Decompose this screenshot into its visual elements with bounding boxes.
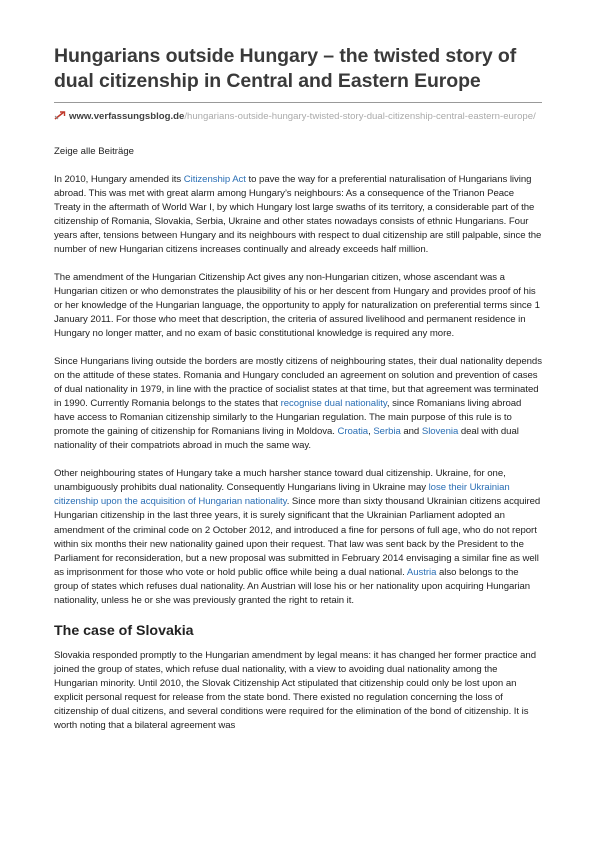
article-title: Hungarians outside Hungary – the twisted story of dual citizenship in Central and Eastern Europe xyxy=(54,45,517,92)
title-divider xyxy=(54,102,542,103)
inline-link[interactable]: recognise dual nationality xyxy=(280,398,387,410)
paragraph-text: , xyxy=(368,426,374,438)
show-all-posts-link[interactable]: Zeige alle Beiträge xyxy=(54,145,134,157)
paragraph-text: Since Hungarians living outside the borders are mostly citizens of neighbouring states, their dual nationality depends on the attitude of these states. Romania and Hungary concluded an agreement on solution and prevention of cases of dual nationality in 1979, in line with the practice of socialist states at that time, but that agreement was terminated in 1990. Currently Romania belongs to the states that xyxy=(54,356,542,410)
paragraph-text: , since Romanians living abroad have access to Romanian citizenship similarly to the Hungarian regulation. The main purpose of this rule is to promote the gaining of citizenship for Romanians living in Moldova. xyxy=(54,398,522,438)
inline-link[interactable]: Slovenia xyxy=(421,426,459,438)
paragraph-text: . Since more than sixty thousand Ukrainian citizens acquired Hungarian citizenship in the last three years, it is surely significant that the Ukrainian Parliament adopted an amendment of the criminal code on 2 October 2012, and introduced a fine for persons of full age, who do not report within six months their new nationality gained upon their request. That law was sent back by the President to the Parliament for reconsideration, but a new proposal was submitted in February 2014 envisaging a similar fine as well as imprisonment for those who vote or hold public office while being a dual national. xyxy=(54,496,541,578)
paragraph-text: Other neighbouring states of Hungary take a much harsher stance toward dual citizenship. Ukraine, for one, unambiguously prohibits dual nationality. Consequently Hungarians living in Ukraine may xyxy=(54,468,506,494)
article xyxy=(54,0,542,733)
paragraph-text: also belongs to the group of states which refuses dual nationality. An Austrian will lose his or her nationality upon acquiring Hungarian nationality, unless he or she was previously granted the right to retain it. xyxy=(54,566,531,606)
section-paragraph: Slovakia responded promptly to the Hungarian amendment by legal means: it has changed her former practice and joined the group of states, which refuse dual nationality, with a view to avoiding dual nationality among the Hungarian minority. Until 2010, the Slovak Citizenship Act stipulated that citizenship could only be lost upon an explicit personal request for release from the state bond. There existed no regulation concerning the loss of citizenship of dual citizens, and several conditions were required for the elimination of the bond of citizenship. It is worth noting that a bilateral agreement was xyxy=(54,649,536,732)
inline-link[interactable]: lose their Ukrainian citizenship upon the acquisition of Hungarian nationality xyxy=(54,482,510,508)
source-domain[interactable]: www.verfassungsblog.de xyxy=(69,111,185,122)
paragraph-text: deal with dual nationality of their compatriots abroad in much the same way. xyxy=(54,426,519,452)
paragraph-text: The amendment of the Hungarian Citizenship Act gives any non-Hungarian citizen, whose ascendant was a Hungarian citizen or who demonstrates the plausibility of his or her descent from Hungary and provides proof of his or her knowledge of the Hungarian language, the opportunity to apply for naturalization on preferential terms since 1 January 2011. For those who meet that description, the criteria of assured livelihood and permanent residence in Hungary no longer matter, and no exam of basic constitutional knowledge is required any more. xyxy=(54,271,540,339)
paragraph xyxy=(54,271,542,341)
paragraph xyxy=(54,173,542,257)
external-link-icon xyxy=(54,111,66,120)
inline-link[interactable]: Croatia xyxy=(337,426,369,438)
paragraph-text: to pave the way for a preferential naturalisation of Hungarians living abroad. This was met with great alarm among Hungary’s neighbours: As a consequence of the Trianon Peace Treaty in the aftermath of World War I, by which Hungary lost large swaths of its territory, a considerable part of the citizenship of Romania, Slovakia, Serbia, Ukraine and other states nowadays consists of ethnic Hungarians. Four years after, tensions between Hungary and its neighbours with respect to dual citizenship are still palpable, since the number of new Hungarian citizens increases continually and already exceeds half million. xyxy=(54,173,542,255)
source-url[interactable] xyxy=(54,111,542,124)
paragraph-text: In 2010, Hungary amended its xyxy=(54,173,184,185)
article-body xyxy=(54,173,542,608)
inline-link[interactable]: Serbia xyxy=(373,426,401,438)
paragraph xyxy=(54,355,542,453)
paragraph xyxy=(54,467,542,607)
inline-link[interactable]: Austria xyxy=(406,566,437,578)
inline-link[interactable]: Citizenship Act xyxy=(183,173,246,185)
source-path[interactable]: /hungarians-outside-hungary-twisted-story-dual-citizenship-central-eastern-europe/ xyxy=(184,111,536,122)
paragraph-text: and xyxy=(400,426,422,438)
section-heading: The case of Slovakia xyxy=(54,622,194,639)
